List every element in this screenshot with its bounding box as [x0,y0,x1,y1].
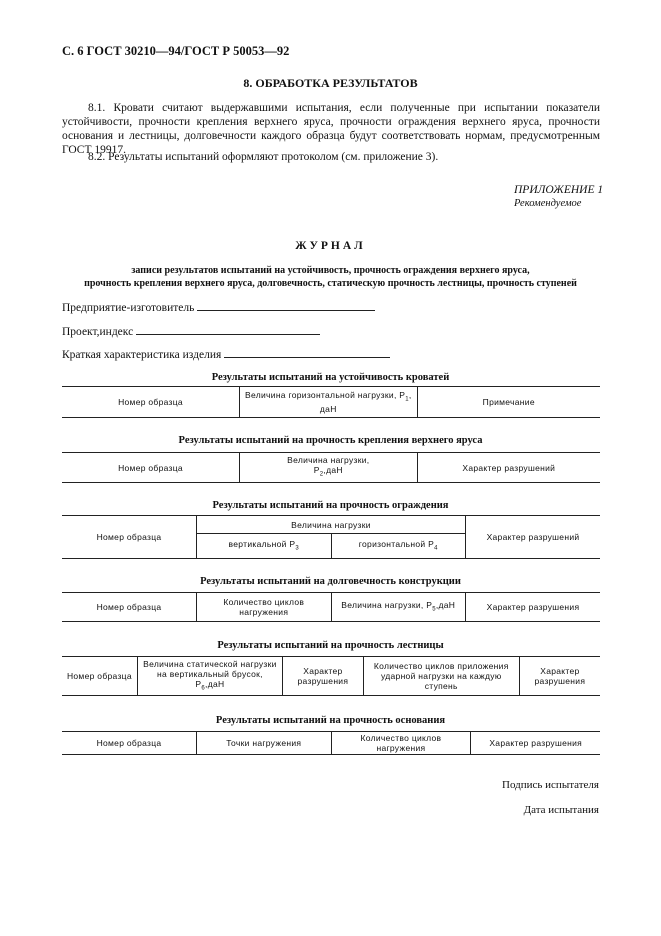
stability-col-sample: Номер образца [62,387,240,418]
guard-col-sample: Номер образца [62,516,197,559]
ladder-col-sample: Номер образца [62,657,137,696]
ladder-col-damage-1: Характер разрушения [283,657,364,696]
ladder-col-damage-2: Характер разрушения [519,657,600,696]
appendix-title: ПРИЛОЖЕНИЕ 1 [514,184,604,196]
durability-col-cycles: Количество циклов нагружения [197,593,332,622]
manufacturer-label: Предприятие-изготовитель [62,302,195,314]
upper-tier-col-sample: Номер образца [62,453,240,483]
base-col-cycles: Количество циклов нагружения [331,732,471,755]
stability-table-title: Результаты испытаний на устойчивость кроватей [211,372,450,383]
upper-tier-table-title: Результаты испытаний на прочность крепления верхнего яруса [178,435,483,446]
durability-col-damage: Характер разрушения [466,593,601,622]
base-col-sample: Номер образца [62,732,197,755]
upper-tier-col-damage: Характер разрушений [417,453,600,483]
base-col-points: Точки нагружения [197,732,332,755]
stability-col-note: Примечание [417,387,600,418]
project-field [62,323,320,338]
durability-col-sample: Номер образца [62,593,197,622]
base-table [62,731,600,755]
ladder-col-static-load: Величина статической нагрузки на вертикальный брусок, $P_6,даН$ [137,657,282,696]
description-field [62,346,390,361]
journal-subtitle-1: записи результатов испытаний на устойчивость, прочность ограждения верхнего яруса, [131,265,530,276]
manufacturer-blank [197,299,375,311]
project-label: Проект,индекс [62,326,134,338]
guard-col-damage: Характер разрушений [466,516,601,559]
guard-table [62,515,600,559]
ladder-col-cycles: Количество циклов приложения ударной нагрузки на каждую ступень [363,657,519,696]
base-table-title: Результаты испытаний на прочность основания [215,715,446,726]
section-title: 8. ОБРАБОТКА РЕЗУЛЬТАТОВ [243,76,418,90]
manufacturer-field [62,299,375,314]
durability-col-load: Величина нагрузки, $P_5,даН$ [331,593,466,622]
page-header: С. 6 ГОСТ 30210—94/ГОСТ Р 50053—92 [62,44,290,58]
guard-col-load: Величина нагрузки [197,516,466,534]
paragraph-8-2: 8.2. Результаты испытаний оформляют протоколом (см. приложение 3). [88,151,439,163]
paragraph-8-1: 8.1. Кровати считают выдержавшими испытания, если полученные при испытании показатели устойчивости, прочности крепления верхнего яруса, прочности ограждения верхнего яруса, прочности основания и лестницы, долговечности каждого образца будут соответствовать нормам, предусмотренным ГОСТ 19917. [62,102,600,156]
description-blank [224,346,390,358]
date-label: Дата испытания [523,804,599,816]
upper-tier-table [62,452,600,483]
appendix-subtitle: Рекомендуемое [514,198,582,209]
guard-col-vertical: вертикальной $P_3$ [197,534,332,559]
guard-col-horizontal: горизонтальной $P_4$ [331,534,466,559]
ladder-table [62,656,600,696]
guard-table-title: Результаты испытаний на прочность ограждения [212,500,449,511]
signature-label: Подпись испытателя [502,779,599,791]
durability-table [62,592,600,622]
journal-subtitle-2: прочность крепления верхнего яруса, долговечность, статическую прочность лестницы, прочность ступеней [84,278,577,289]
description-label: Краткая характеристика изделия [62,349,222,361]
stability-col-load: Величина горизонтальной нагрузки, $P_1$, даН [240,387,418,418]
project-blank [136,323,320,335]
upper-tier-col-load: Величина нагрузки, $P_2,даН$ [240,453,418,483]
base-col-damage: Характер разрушения [471,732,600,755]
ladder-table-title: Результаты испытаний на прочность лестницы [217,640,444,651]
durability-table-title: Результаты испытаний на долговечность конструкции [200,576,461,587]
stability-table [62,386,600,418]
journal-title: ЖУРНАЛ [295,240,366,252]
